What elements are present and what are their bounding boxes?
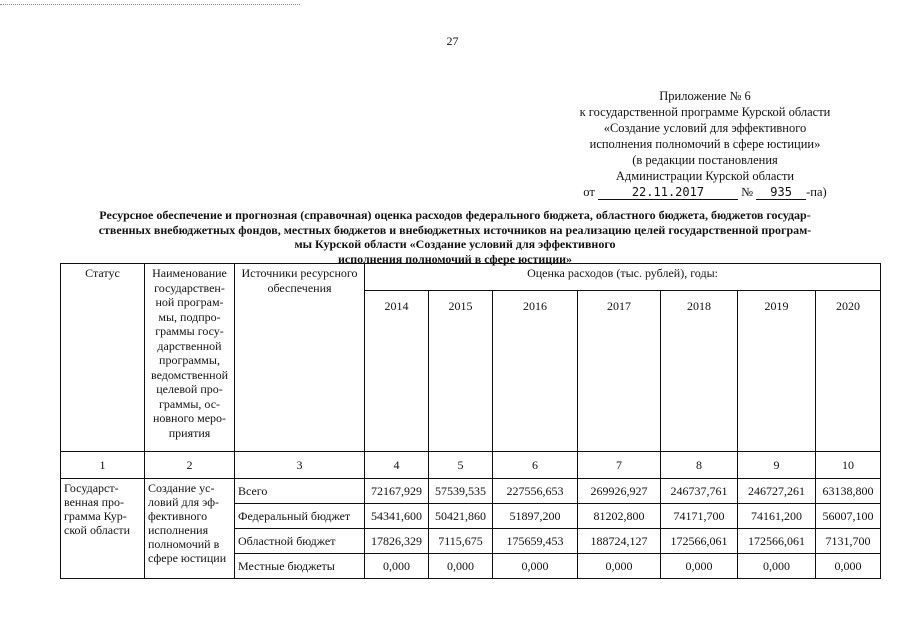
header-name: Наименование государствен-ной програм-мы, подпро-граммы госу-дарственной программы, ведомственной целевой про-граммы, ос-новного меро-приятия bbox=[145, 264, 235, 452]
column-number: 4 bbox=[365, 452, 429, 479]
value-cell: 7115,675 bbox=[429, 529, 493, 554]
value-cell: 72167,929 bbox=[365, 479, 429, 504]
from-label: от bbox=[583, 185, 595, 199]
column-number: 6 bbox=[493, 452, 578, 479]
status-cell: Государст-венная про-грамма Кур-ской области bbox=[61, 479, 145, 579]
value-cell: 81202,800 bbox=[578, 504, 661, 529]
value-cell: 74161,200 bbox=[738, 504, 816, 529]
column-number: 9 bbox=[738, 452, 816, 479]
column-number: 5 bbox=[429, 452, 493, 479]
header-year: 2016 bbox=[493, 291, 578, 452]
heading-line: исполнения полномочий в сфере юстиции» bbox=[337, 251, 573, 266]
resolution-suffix: -па) bbox=[806, 185, 827, 199]
header-year: 2020 bbox=[816, 291, 881, 452]
column-number: 3 bbox=[235, 452, 365, 479]
page-number: 27 bbox=[446, 34, 459, 48]
value-cell: 0,000 bbox=[738, 554, 816, 579]
column-number-row bbox=[61, 452, 881, 479]
value-cell: 227556,653 bbox=[493, 479, 578, 504]
document-heading bbox=[60, 208, 850, 266]
value-cell: 56007,100 bbox=[816, 504, 881, 529]
value-cell: 0,000 bbox=[429, 554, 493, 579]
number-label: № bbox=[741, 185, 754, 199]
program-name-cell: Создание ус-ловий для эф-фективного исполнения полномочий в сфере юстиции bbox=[145, 479, 235, 579]
column-number: 8 bbox=[661, 452, 738, 479]
resolution-date: 22.11.2017 bbox=[598, 186, 738, 200]
appendix-line: исполнения полномочий в сфере юстиции» bbox=[589, 137, 821, 151]
header-year: 2017 bbox=[578, 291, 661, 452]
table-header-row bbox=[61, 264, 881, 291]
scan-artifact-line bbox=[0, 4, 300, 5]
appendix-line: (в редакции постановления bbox=[632, 153, 778, 167]
header-year: 2018 bbox=[661, 291, 738, 452]
header-status: Статус bbox=[61, 264, 145, 452]
resource-table bbox=[60, 263, 881, 579]
value-cell: 57539,535 bbox=[429, 479, 493, 504]
header-estimate: Оценка расходов (тыс. рублей), годы: bbox=[365, 264, 881, 291]
value-cell: 0,000 bbox=[365, 554, 429, 579]
value-cell: 0,000 bbox=[578, 554, 661, 579]
appendix-block bbox=[520, 88, 890, 200]
resolution-number: 935 bbox=[756, 186, 806, 200]
value-cell: 172566,061 bbox=[738, 529, 816, 554]
value-cell: 269926,927 bbox=[578, 479, 661, 504]
value-cell: 74171,700 bbox=[661, 504, 738, 529]
heading-line: Ресурсное обеспечение и прогнозная (справочная) оценка расходов федерального бюджета, областного бюджета, бюджетов государ- bbox=[99, 208, 811, 222]
value-cell: 246737,761 bbox=[661, 479, 738, 504]
value-cell: 0,000 bbox=[816, 554, 881, 579]
header-year: 2014 bbox=[365, 291, 429, 452]
column-number: 7 bbox=[578, 452, 661, 479]
appendix-line: к государственной программе Курской области bbox=[579, 105, 831, 119]
value-cell: 7131,700 bbox=[816, 529, 881, 554]
source-cell: Всего bbox=[235, 479, 365, 504]
heading-line: мы Курской области «Создание условий для эффективного bbox=[294, 237, 616, 251]
column-number: 10 bbox=[816, 452, 881, 479]
appendix-line: Администрации Курской области bbox=[615, 169, 795, 183]
value-cell: 50421,860 bbox=[429, 504, 493, 529]
source-cell: Федеральный бюджет bbox=[235, 504, 365, 529]
header-sources: Источники ресурсного обеспечения bbox=[235, 264, 365, 452]
column-number: 2 bbox=[145, 452, 235, 479]
source-cell: Областной бюджет bbox=[235, 529, 365, 554]
value-cell: 175659,453 bbox=[493, 529, 578, 554]
header-year: 2019 bbox=[738, 291, 816, 452]
value-cell: 0,000 bbox=[493, 554, 578, 579]
appendix-dateline bbox=[520, 184, 890, 200]
appendix-title: Приложение № 6 bbox=[659, 89, 751, 103]
heading-line: ственных внебюджетных фондов, местных бюджетов и внебюджетных источников на реализацию целей государственной програм- bbox=[98, 222, 812, 237]
value-cell: 63138,800 bbox=[816, 479, 881, 504]
value-cell: 246727,261 bbox=[738, 479, 816, 504]
value-cell: 51897,200 bbox=[493, 504, 578, 529]
table-row bbox=[61, 479, 881, 504]
value-cell: 172566,061 bbox=[661, 529, 738, 554]
column-number: 1 bbox=[61, 452, 145, 479]
value-cell: 17826,329 bbox=[365, 529, 429, 554]
source-cell: Местные бюджеты bbox=[235, 554, 365, 579]
value-cell: 54341,600 bbox=[365, 504, 429, 529]
value-cell: 0,000 bbox=[661, 554, 738, 579]
header-year: 2015 bbox=[429, 291, 493, 452]
appendix-line: «Создание условий для эффективного bbox=[603, 121, 807, 135]
value-cell: 188724,127 bbox=[578, 529, 661, 554]
